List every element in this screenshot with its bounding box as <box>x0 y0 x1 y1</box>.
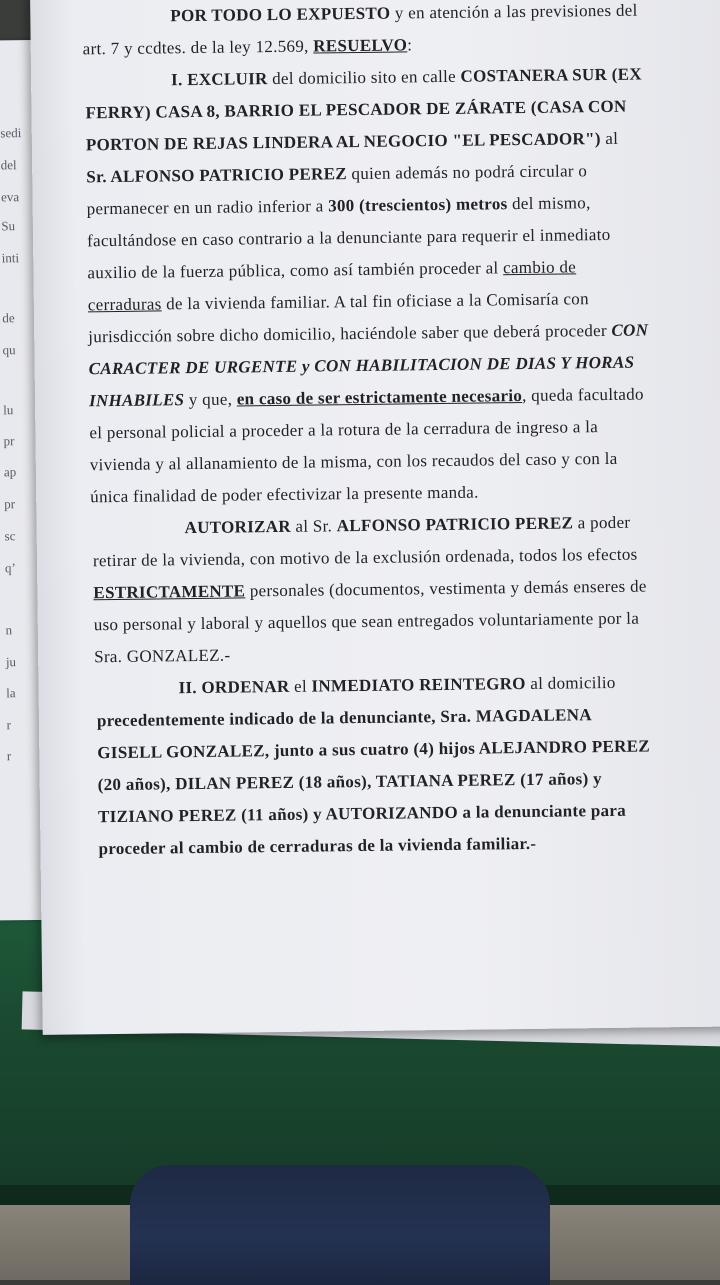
item2-line-4: (20 años), DILAN PEREZ (18 años), TATIANA PEREZ (17 años) y <box>97 769 602 795</box>
back-fragment: la <box>6 685 16 701</box>
back-fragment: lu <box>3 402 14 418</box>
item1-line-2: FERRY) CASA 8, BARRIO EL PESCADOR DE ZÁRATE (CASA CON <box>85 96 627 123</box>
item1-line-10: CARACTER DE URGENTE y CON HABILITACION DE DIAS Y HORAS <box>88 352 635 379</box>
item2-line-3: GISELL GONZALEZ, junto a sus cuatro (4) hijos ALEJANDRO PEREZ <box>97 736 651 763</box>
item1-line-6: facultándose en caso contrario a la denunciante para requerir el inmediato <box>86 224 611 251</box>
item1-line-7: auxilio de la fuerza pública, como así también proceder al cambio de <box>87 257 577 283</box>
back-fragment: ju <box>5 654 17 670</box>
item2-line-5: TIZIANO PEREZ (11 años) y AUTORIZANDO a la denunciante para <box>97 800 627 827</box>
back-fragment: r <box>6 717 11 733</box>
item1-line-11: INHABILES y que, en caso de ser estrictamente necesario, queda facultado <box>88 384 644 411</box>
back-fragment: pr <box>4 496 16 512</box>
authorize-line-5: Sra. GONZALEZ.- <box>94 645 231 667</box>
authorize-line-3: ESTRICTAMENTE personales (documentos, vestimenta y demás enseres de <box>93 576 647 603</box>
item1-line-1: I. EXCLUIR del domicilio sito en calle COSTANERA SUR (EX <box>170 64 642 90</box>
authorize-line-2: retirar de la vivienda, con motivo de la exclusión ordenada, todos los efectos <box>92 544 638 571</box>
back-fragment: de <box>2 310 15 326</box>
item1-line-8: cerraduras de la vivienda familiar. A tal fin oficiase a la Comisaría con <box>87 289 589 315</box>
back-fragment: q’ <box>4 560 16 576</box>
back-fragment: n <box>5 622 13 638</box>
item1-line-14: única finalidad de poder efectivizar la presente manda. <box>90 482 479 507</box>
back-fragment: sc <box>4 528 16 544</box>
item2-line-2: precedentemente indicado de la denunciante, Sra. MAGDALENA <box>96 705 592 731</box>
back-fragment: qu <box>2 342 16 358</box>
item1-line-13: vivienda y al allanamiento de la misma, con los recaudos del caso y con la <box>89 448 618 475</box>
person-legs <box>130 1165 550 1285</box>
item1-line-9: jurisdicción sobre dicho domicilio, haciéndole saber que deberá proceder CON <box>88 320 649 347</box>
back-fragment: sedi <box>0 125 22 141</box>
back-fragment: inti <box>1 250 20 266</box>
back-fragment: ap <box>3 464 17 480</box>
back-fragment: del <box>0 157 17 173</box>
back-fragment: r <box>6 748 12 764</box>
back-fragment: eva <box>0 189 20 205</box>
item2-line-6: proceder al cambio de cerraduras de la vivienda familiar.- <box>98 833 537 859</box>
back-fragment: Su <box>1 218 16 234</box>
item1-line-12: el personal policial a proceder a la rotura de la cerradura de ingreso a la <box>89 417 599 443</box>
back-fragment: pr <box>3 433 15 449</box>
intro-line-1: POR TODO LO EXPUESTO y en atención a las previsiones del <box>170 0 638 26</box>
item2-line-1: II. ORDENAR el INMEDIATO REINTEGRO al domicilio <box>178 672 616 698</box>
item1-line-3: PORTON DE REJAS LINDERA AL NEGOCIO "EL PESCADOR") al <box>85 128 619 155</box>
authorize-line-4: uso personal y laboral y aquellos que sean entregados voluntariamente por la <box>93 608 640 635</box>
item1-line-4: Sr. ALFONSO PATRICIO PEREZ quien además no podrá circular o <box>86 161 588 187</box>
intro-line-2: art. 7 y ccdtes. de la ley 12.569, RESUELVO: <box>82 35 413 59</box>
resolution-page <box>30 0 720 1035</box>
item1-line-5: permanecer en un radio inferior a 300 (trescientos) metros del mismo, <box>86 193 591 219</box>
authorize-line-1: AUTORIZAR al Sr. ALFONSO PATRICIO PEREZ a poder <box>184 512 631 538</box>
